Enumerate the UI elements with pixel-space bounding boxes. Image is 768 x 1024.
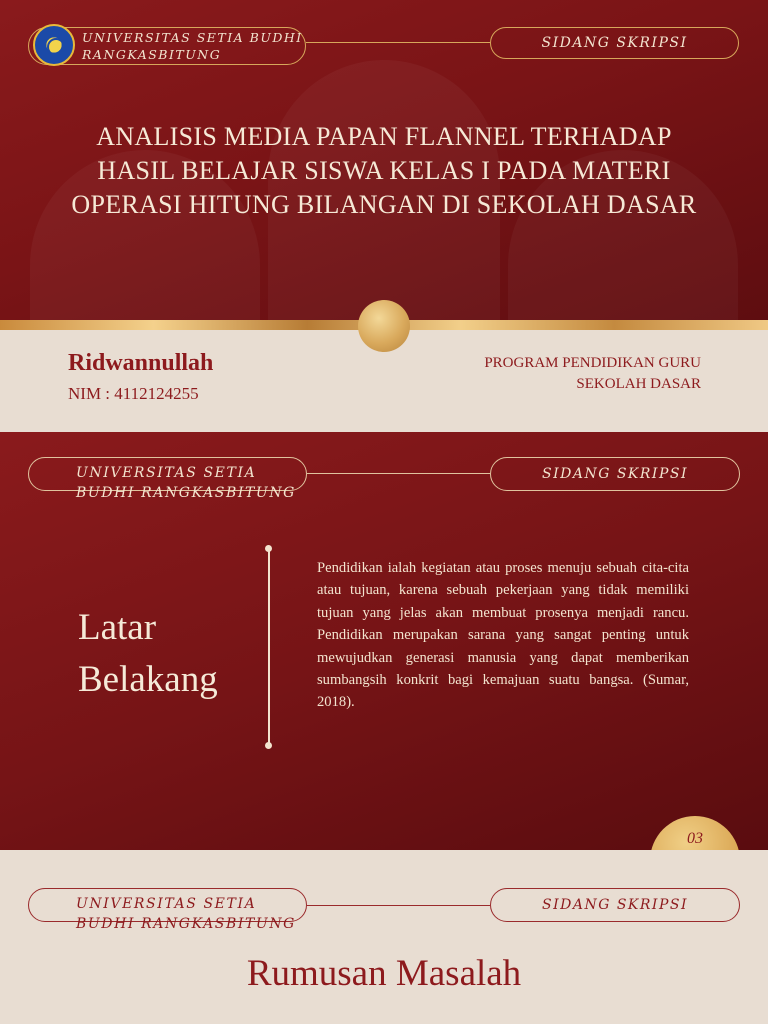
university-seal-icon: [33, 24, 75, 66]
background-paragraph: Pendidikan ialah kegiatan atau proses menuju sebuah cita-cita atau tujuan, karena sebuah pekerjaan yang tidak memiliki tujuan yang jelas akan membuat prosenya menjadi rancu. Pendidikan merupakan sarana yang sangat penting untuk mewujudkan generasi manusia yang dapat memberikan sumbangsih konkrit bagi kemajuan suatu bangsa. (Sumar, 2018).: [317, 560, 689, 711]
thesis-title-line-3: OPERASI HITUNG BILANGAN DI SEKOLAH DASAR: [71, 190, 697, 219]
header-connector-line: [306, 42, 490, 43]
divider-dot-bottom: [265, 742, 272, 749]
thesis-title-line-2: HASIL BELAJAR SISWA KELAS I PADA MATERI: [97, 156, 671, 185]
thesis-title-line-1: ANALISIS MEDIA PAPAN FLANNEL TERHADAP: [96, 122, 672, 151]
university-line-2: RANGKASBITUNG: [82, 47, 222, 62]
vertical-divider: [268, 548, 270, 746]
university-line-2: BUDHI RANGKASBITUNG: [76, 485, 296, 501]
section-heading: Rumusan Masalah: [246, 953, 522, 994]
university-line-2: BUDHI RANGKASBITUNG: [76, 916, 296, 932]
header-connector-line: [307, 473, 490, 474]
sidang-skripsi-badge: SIDANG SKRIPSI: [490, 27, 739, 59]
university-line-1: UNIVERSITAS SETIA BUDHI: [82, 30, 303, 45]
gold-circle-ornament: [358, 300, 410, 352]
divider-dot-top: [265, 545, 272, 552]
section-heading-line-2: Belakang: [78, 659, 218, 700]
study-program: [484, 353, 701, 395]
slide-latar-belakang: [0, 432, 768, 850]
university-line-1: UNIVERSITAS SETIA: [76, 465, 257, 481]
section-heading: [78, 602, 218, 706]
slide-title: [0, 0, 768, 430]
university-name: [76, 894, 296, 934]
author-name: Ridwannullah: [68, 350, 214, 376]
author-nim: NIM : 4112124255: [68, 384, 199, 403]
thesis-title: [30, 120, 738, 222]
slide-rumusan-masalah: [0, 850, 768, 1024]
sidang-skripsi-badge: SIDANG SKRIPSI: [490, 457, 740, 491]
university-name: [76, 463, 296, 503]
university-line-1: UNIVERSITAS SETIA: [76, 896, 257, 912]
page-number: 03: [687, 830, 703, 847]
study-program-line-2: SEKOLAH DASAR: [576, 376, 701, 392]
header-connector-line: [307, 905, 490, 906]
university-name: [82, 29, 303, 63]
study-program-line-1: PROGRAM PENDIDIKAN GURU: [484, 355, 701, 371]
section-heading-line-1: Latar: [78, 607, 157, 648]
sidang-skripsi-badge: SIDANG SKRIPSI: [490, 888, 740, 922]
